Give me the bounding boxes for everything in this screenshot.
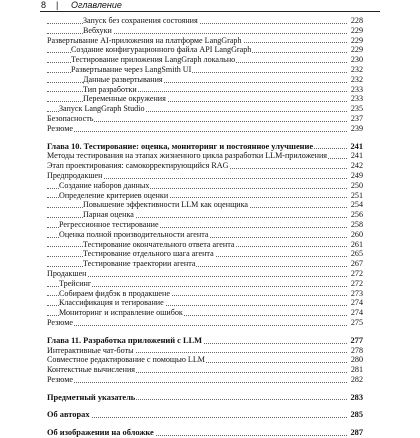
toc-entry-page: 228 <box>350 16 363 25</box>
toc-entry[interactable] <box>47 124 363 134</box>
toc-entry-title: Развертывание через LangSmith UI <box>71 64 192 74</box>
toc-entry-title: Собираем фидбэк в продакшене <box>59 288 170 298</box>
toc-entry[interactable] <box>47 16 363 26</box>
toc-entry[interactable] <box>47 191 363 201</box>
toc-entry-title: Резюме <box>47 374 73 384</box>
toc-entry-page: 251 <box>350 190 363 200</box>
toc-entry-title: Об изображении на обложке <box>47 428 154 438</box>
toc-entry-page: 282 <box>350 374 363 384</box>
toc-entry-title: Резюме <box>47 317 73 327</box>
toc-entry-title: Глава 11. Разработка приложений с LLM <box>47 335 203 345</box>
toc-chapter-entry[interactable] <box>47 428 363 438</box>
toc-entry-page: 285 <box>350 410 363 420</box>
toc-entry[interactable] <box>47 240 363 250</box>
toc-entry[interactable] <box>47 210 363 220</box>
toc-entry-title: Мониторинг и исправление ошибок <box>59 308 183 318</box>
toc-entry[interactable] <box>47 230 363 240</box>
toc-leader-dots <box>47 417 347 418</box>
toc-entry-title: Классификация и тегирование <box>59 298 164 308</box>
toc-entry-title: Предпродакшен <box>47 170 103 180</box>
toc-gap <box>47 328 363 336</box>
toc-entry[interactable] <box>47 26 363 36</box>
toc-entry-page: 232 <box>350 74 363 84</box>
toc-entry-page: 283 <box>350 392 363 402</box>
toc-entry[interactable] <box>47 200 363 210</box>
toc-entry-title: Безопасность <box>47 113 94 123</box>
toc-entry-page: 261 <box>350 239 363 249</box>
page-number: 8 <box>41 0 47 10</box>
toc-entry-page: 229 <box>350 35 363 45</box>
toc-entry-title: Переменные окружения <box>83 94 166 104</box>
toc-entry[interactable] <box>47 308 363 318</box>
toc-entry-title: Парная оценка <box>83 210 134 220</box>
toc-entry[interactable] <box>47 161 363 171</box>
toc-gap <box>47 385 363 393</box>
toc-entry-title: Оценка полной производительности агента <box>59 229 209 239</box>
toc-entry-page: 281 <box>350 365 363 375</box>
toc-entry-title: Контекстные вычисления <box>47 365 136 375</box>
toc-entry[interactable] <box>47 94 363 104</box>
toc-entry-page: 272 <box>350 278 363 288</box>
toc-entry-title: Определение критериев оценки <box>59 190 169 200</box>
toc-entry-page: 265 <box>350 249 363 259</box>
toc-entry-title: Методы тестирования на этапах жизненного цикла разработки LLM-приложения <box>47 151 328 161</box>
toc-entry-page: 237 <box>350 113 363 123</box>
toc-leader-dots <box>47 382 347 383</box>
toc-entry-title: Трейсинг <box>59 278 92 288</box>
header-separator: | <box>56 0 59 10</box>
toc-entry-title: Глава 10. Тестирование: оценка, мониторинг и постоянное улучшение <box>47 141 314 151</box>
toc-entry[interactable] <box>47 75 363 85</box>
toc-entry-page: 250 <box>350 180 363 190</box>
toc-entry-page: 278 <box>350 345 363 355</box>
toc-entry[interactable] <box>47 355 363 365</box>
toc-entry[interactable] <box>47 45 363 55</box>
toc-entry-page: 239 <box>350 123 363 133</box>
toc-entry-title: Совместное редактирование с помощью LLM <box>47 355 205 365</box>
toc-entry[interactable] <box>47 55 363 65</box>
toc-entry[interactable] <box>47 375 363 385</box>
toc-entry-title: Этап проектирования: самокорректирующийся RAG <box>47 161 229 171</box>
toc-entry-title: Развертывание AI-приложения на платформе LangGraph <box>47 35 242 45</box>
toc-entry[interactable] <box>47 36 363 46</box>
toc-entry-page: 258 <box>350 219 363 229</box>
toc-leader-dots <box>47 131 347 132</box>
toc-entry-title: Резюме <box>47 123 73 133</box>
toc-leader-dots <box>47 325 347 326</box>
toc-entry-title: Создание конфигурационного файла API LangGraph <box>71 45 252 55</box>
toc-entry-title: Тестирование траектории агента <box>83 259 196 269</box>
toc-entry-page: 229 <box>350 45 363 55</box>
toc-entry-title: Тестирование приложения LangGraph локально <box>71 55 236 65</box>
toc-entry[interactable] <box>47 269 363 279</box>
toc-entry-title: Тестирование отдельного шага агента <box>83 249 214 259</box>
toc-entry-page: 277 <box>350 335 363 345</box>
toc-chapter-entry[interactable] <box>47 142 363 152</box>
toc-chapter-entry[interactable] <box>47 336 363 346</box>
toc-entry[interactable] <box>47 171 363 181</box>
toc-entry-page: 254 <box>350 200 363 210</box>
toc-entry-title: Запуск без сохранения состояния <box>83 16 198 25</box>
toc-entry[interactable] <box>47 181 363 191</box>
toc-gap <box>47 134 363 142</box>
toc-entry-page: 260 <box>350 229 363 239</box>
toc-entry-title: Тестирование окончательного ответа агента <box>83 239 235 249</box>
toc-entry-page: 274 <box>350 298 363 308</box>
toc-entry-page: 256 <box>350 210 363 220</box>
toc-entry-page: 267 <box>350 259 363 269</box>
toc-entry-title: Продакшен <box>47 268 87 278</box>
toc-entry-title: Интерактивные чат-боты <box>47 345 134 355</box>
toc-entry-page: 275 <box>350 317 363 327</box>
toc-entry-page: 241 <box>350 151 363 161</box>
toc-entry[interactable] <box>47 114 363 124</box>
toc-entry-page: 272 <box>350 268 363 278</box>
toc-entry-title: Регрессионное тестирование <box>59 219 159 229</box>
toc-entry-title: Тип разработки <box>83 84 137 94</box>
toc-entry[interactable] <box>47 85 363 95</box>
toc-entry-title: Вебхуки <box>83 25 112 35</box>
toc-chapter-entry[interactable] <box>47 393 363 403</box>
toc-entry-page: 280 <box>350 355 363 365</box>
toc-entry-title: Создание наборов данных <box>59 180 150 190</box>
toc-gap <box>47 402 363 410</box>
toc-entry[interactable] <box>47 259 363 269</box>
toc-entry[interactable] <box>47 220 363 230</box>
toc-entry-page: 235 <box>350 104 363 114</box>
toc-entry-title: Повышение эффективности LLM как оценщика <box>83 200 249 210</box>
toc-entry[interactable] <box>47 365 363 375</box>
toc-entry-page: 233 <box>350 94 363 104</box>
toc-entry[interactable] <box>47 151 363 161</box>
toc-entry-title: Об авторах <box>47 410 90 420</box>
toc-gap <box>47 420 363 428</box>
toc-entry[interactable] <box>47 298 363 308</box>
toc-entry[interactable] <box>47 279 363 289</box>
toc-chapter-entry[interactable] <box>47 410 363 420</box>
toc-leader-dots <box>47 276 347 277</box>
toc-entry[interactable] <box>47 104 363 114</box>
toc-entry-page: 274 <box>350 308 363 318</box>
toc-entry[interactable] <box>47 65 363 75</box>
toc-entry-title: Предметный указатель <box>47 392 136 402</box>
toc-entry[interactable] <box>47 346 363 356</box>
toc-entry-page: 241 <box>350 141 363 151</box>
header-title: Оглавление <box>71 0 122 10</box>
toc-entry-page: 230 <box>350 55 363 65</box>
toc-entry[interactable] <box>47 289 363 299</box>
toc-entry-page: 232 <box>350 64 363 74</box>
toc-entry[interactable] <box>47 318 363 328</box>
toc-entry-page: 233 <box>350 84 363 94</box>
table-of-contents <box>47 16 363 438</box>
toc-entry-page: 249 <box>350 170 363 180</box>
toc-entry-page: 287 <box>350 428 363 438</box>
header-rule <box>40 11 380 12</box>
toc-entry-page: 273 <box>350 288 363 298</box>
toc-entry-title: Запуск LangGraph Studio <box>59 104 145 114</box>
toc-entry-page: 229 <box>350 25 363 35</box>
running-header <box>0 0 420 11</box>
toc-entry-title: Данные развертывания <box>83 74 163 84</box>
toc-entry[interactable] <box>47 249 363 259</box>
toc-entry-page: 242 <box>350 161 363 171</box>
